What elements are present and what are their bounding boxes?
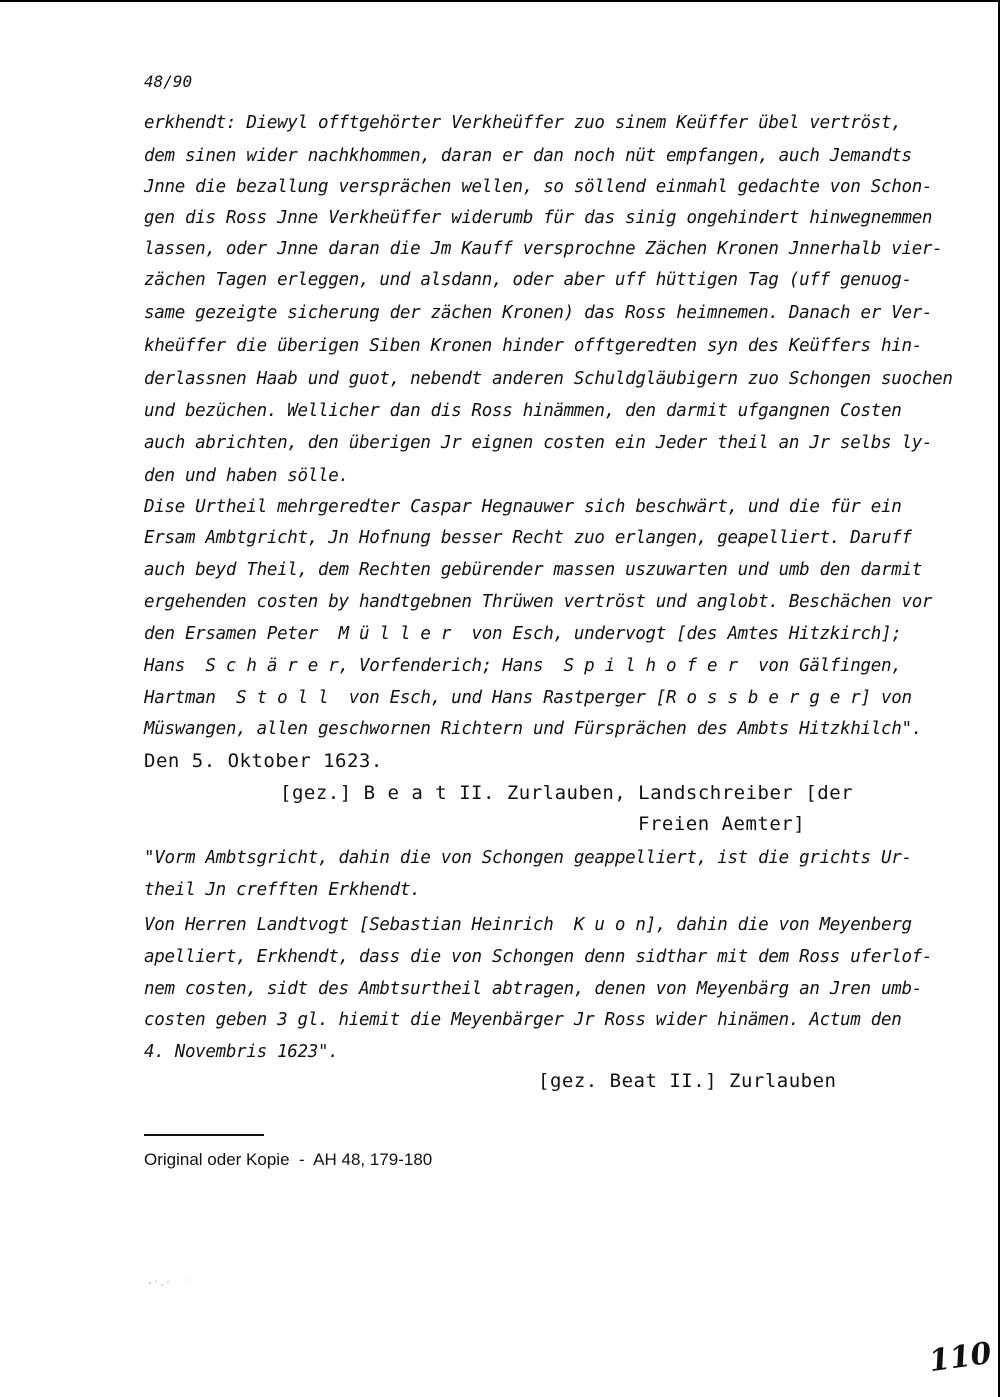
text-line: apelliert, Erkhendt, dass die von Schongen denn sidthar mit dem Ross uferlof- [144,947,933,967]
text-line: Müswangen, allen geschwornen Richtern und Fürsprächen des Ambts Hitzkhilch". [144,719,922,739]
text-line: den Ersamen Peter M ü l l e r von Esch, undervogt [des Amtes Hitzkirch]; [144,624,902,644]
text-line: Hartman S t o l l von Esch, und Hans Rastperger [R o s s b e r g e r] von [144,688,912,708]
text-line: [gez. Beat II.] Zurlauben [538,1070,837,1092]
text-line: gen dis Ross Jnne Verkheüffer widerumb für das sinig ongehindert hinwegnemmen [144,208,933,228]
text-line: Ersam Ambtgricht, Jn Hofnung besser Recht zuo erlangen, geapelliert. Daruff [144,528,912,548]
text-line: [gez.] B e a t II. Zurlauben, Landschreiber [der [280,782,854,804]
source-reference: Original oder Kopie - AH 48, 179-180 [144,1150,433,1169]
text-line: Hans S c h ä r e r, Vorfenderich; Hans S p i l h o f e r von Gälfingen, [144,656,902,676]
text-line: lassen, oder Jnne daran die Jm Kauff versprochne Zächen Kronen Jnnerhalb vier- [144,239,943,259]
text-line: und bezüchen. Wellicher dan dis Ross hinämmen, den darmit ufgangnen Costen [144,401,902,421]
page-number: 48/90 [144,72,193,91]
text-line: 4. Novembris 1623". [144,1042,339,1062]
text-line: erkhendt: Diewyl offtgehörter Verkheüffer zuo sinem Keüffer übel vertröst, [144,113,902,133]
scan-smudge [120,1275,210,1291]
text-line: same gezeigte sicherung der zächen Kronen) das Ross heimnemen. Danach er Ver- [144,303,933,323]
text-line: den und haben sölle. [144,466,349,486]
text-line: dem sinen wider nachkhommen, daran er dan noch nüt empfangen, auch Jemandts [144,146,912,166]
footer-rule [144,1134,264,1136]
handwritten-folio-mark: 110 [927,1335,995,1380]
text-line: Den 5. Oktober 1623. [144,750,383,772]
text-line: ergehenden costen by handtgebnen Thrüwen vertröst und anglobt. Beschächen vor [144,592,933,612]
text-line: "Vorm Ambtsgricht, dahin die von Schongen geappelliert, ist die grichts Ur- [144,848,912,868]
text-line: Jnne die bezallung versprächen wellen, so söllend einmahl gedachte von Schon- [144,177,933,197]
text-line: nem costen, sidt des Ambtsurtheil abtragen, denen von Meyenbärg an Jren umb- [144,979,922,999]
text-line: theil Jn crefften Erkhendt. [144,880,421,900]
text-line: auch abrichten, den überigen Jr eignen costen ein Jeder theil an Jr selbs ly- [144,433,933,453]
page-frame-top [0,0,1000,2]
text-line: derlassnen Haab und guot, nebendt anderen Schuldgläubigern zuo Schongen suochen [144,369,953,389]
text-line: auch beyd Theil, dem Rechten gebürender massen uszuwarten und umb den darmit [144,560,922,580]
text-line: Freien Aemter] [638,813,806,835]
text-line: zächen Tagen erleggen, und alsdann, oder aber uff hüttigen Tag (uff genuog- [144,270,912,290]
text-line: Dise Urtheil mehrgeredter Caspar Hegnauwer sich beschwärt, und die für ein [144,497,902,517]
text-line: costen geben 3 gl. hiemit die Meyenbärger Jr Ross wider hinämen. Actum den [144,1010,902,1030]
text-line: kheüffer die überigen Siben Kronen hinder offtgeredten syn des Keüffers hin- [144,336,922,356]
text-line: Von Herren Landtvogt [Sebastian Heinrich K u o n], dahin die von Meyenberg [144,915,912,935]
